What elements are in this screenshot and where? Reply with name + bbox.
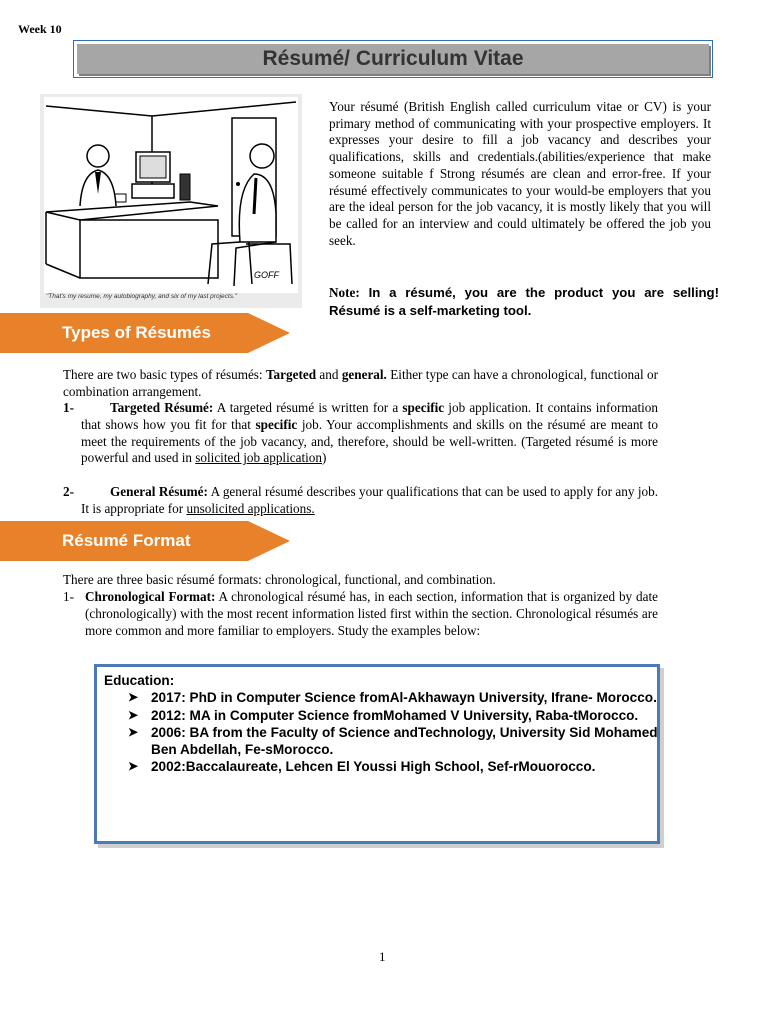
- types-heading-banner: [0, 313, 290, 353]
- types-heading: Types of Résumés: [62, 323, 211, 342]
- types-intro-paragraph: [63, 367, 658, 401]
- text-run: job. Your accomplishments and skills on the résumé are meant to meet the requirements of the job vacancy, and, therefore, should be well-written. (Targeted résumé is more powerful and used in: [81, 416, 658, 466]
- format-heading: Résumé Format: [62, 531, 191, 550]
- page-title: Résumé/ Curriculum Vitae: [262, 47, 524, 70]
- education-entry: [104, 724, 660, 759]
- note-paragraph: [329, 284, 719, 320]
- text-underline: solicited job application: [195, 450, 322, 466]
- text-run: ): [321, 450, 327, 466]
- text-run: A general résumé describes your qualifications that can be used to apply for any job. It is appropriate for: [81, 484, 658, 516]
- general-resume-item: [63, 484, 658, 518]
- item-body: [81, 400, 658, 467]
- education-entry-text: 2002:Baccalaureate, Lehcen El Youssi High School, Sef-rMouorocco.: [151, 759, 596, 775]
- text-run: and: [316, 367, 342, 382]
- item-number: 1-: [63, 400, 74, 415]
- cartoon-caption: "That's my resume, my autobiography, and six of my last projects.": [46, 293, 238, 300]
- cartoon-illustration: [40, 94, 302, 308]
- text-run: job application. It contains information that shows how you fit for that: [81, 400, 658, 432]
- format-heading-banner: [0, 521, 290, 561]
- week-label: Week 10: [18, 22, 62, 36]
- text-underline: unsolicited applications.: [186, 500, 315, 516]
- item-label: General Résumé:: [110, 484, 208, 499]
- item-number: 1-: [63, 589, 74, 604]
- page-number: 1: [379, 949, 386, 964]
- education-entry-text: 2012: MA in Computer Science fromMohamed V University, Raba-tMorocco.: [151, 707, 639, 723]
- text-run: A targeted résumé is written for a: [213, 400, 403, 415]
- arrow-bullet-icon: ➤: [128, 707, 139, 722]
- intro-paragraph: Your résumé (British English called curriculum vitae or CV) is your primary method of communicating with your prospective employers. It expresses your desire to fill a job vacancy and describes your qualifications, skills and credentials.(abilities/experience that make someone suitable f Strong résumés are clean and error-free. If your résumé effectively communicates to your would-be employers that you are the ideal person for the job vacancy, it is mostly likely that you will be called for an interview and could ultimately be offered the job you seek.: [329, 99, 711, 248]
- education-example: [104, 672, 660, 776]
- text-bold: specific: [255, 416, 298, 432]
- education-entry: [104, 758, 660, 775]
- education-heading: Education:: [104, 673, 175, 688]
- title-box: [73, 40, 713, 78]
- text-bold: general.: [341, 367, 387, 382]
- arrow-bullet-icon: ➤: [128, 724, 139, 739]
- note-text: In a résumé, you are the product you are selling! Résumé is a self-marketing tool.: [329, 285, 719, 318]
- item-body: [81, 484, 658, 518]
- text-run: A chronological résumé has, in each section, information that is organized by date (chronologically) with the most recent information listed first within the section. Chronological résumés are more common and more familiar to employers. Study the examples below:: [85, 589, 658, 638]
- text-bold: specific: [402, 400, 445, 415]
- item-label: Chronological Format:: [85, 589, 216, 604]
- item-label: Targeted Résumé:: [110, 400, 214, 415]
- item-body: [85, 589, 658, 639]
- title-bar: [77, 44, 709, 74]
- arrow-bullet-icon: ➤: [128, 690, 139, 705]
- text-run: Either type can have a chronological, functional or combination arrangement.: [63, 367, 658, 399]
- targeted-resume-item: [63, 400, 658, 467]
- chronological-format-item: [63, 589, 658, 639]
- education-entry-text: 2017: PhD in Computer Science fromAl-Akhawayn University, Ifrane- Morocco.: [151, 690, 657, 706]
- education-entry: [104, 689, 660, 706]
- note-label: Note:: [329, 285, 360, 300]
- education-entry-text: 2006: BA from the Faculty of Science andTechnology, University Sid Mohamed Ben Abdellah, Fe-sMorocco.: [151, 724, 658, 758]
- education-entry: [104, 707, 660, 724]
- format-intro-paragraph: There are three basic résumé formats: chronological, functional, and combination.: [63, 572, 496, 587]
- cartoon-drawing: [40, 94, 302, 308]
- text-bold: Targeted: [265, 367, 317, 382]
- item-number: 2-: [63, 484, 74, 499]
- arrow-bullet-icon: ➤: [128, 759, 139, 774]
- cartoon-signature: GOFF: [254, 270, 279, 280]
- text-run: There are two basic types of résumés:: [63, 367, 266, 382]
